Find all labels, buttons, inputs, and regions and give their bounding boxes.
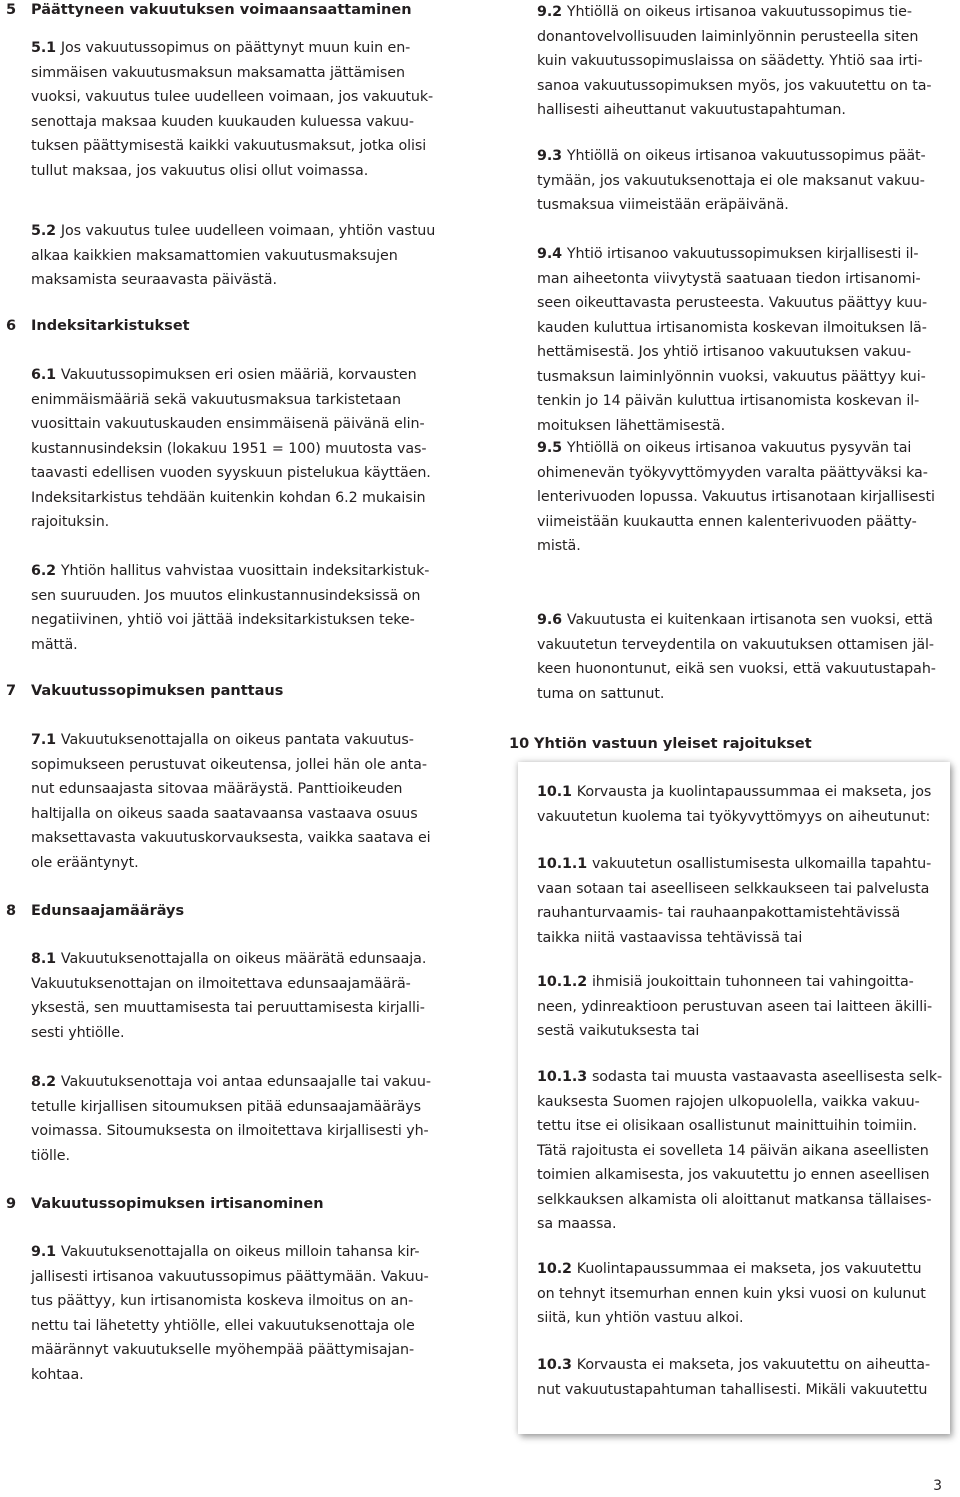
paragraph-line: 7.1 Vakuutuksenottajalla on oikeus pantata vakuutus- (31, 732, 414, 748)
paragraph-number: 10.1.2 (537, 974, 592, 990)
paragraph-7-1 (31, 728, 431, 875)
paragraph-9-5 (537, 436, 935, 559)
paragraph-line: 5.1 Jos vakuutussopimus on päättynyt muun kuin en- (31, 40, 411, 56)
paragraph-line: tuksen päättymisestä kaikki vakuutusmaksut, jotka olisi (31, 138, 427, 154)
paragraph-number: 9.5 (537, 440, 567, 456)
paragraph-line: tullut maksaa, jos vakuutus olisi ollut voimassa. (31, 162, 369, 179)
paragraph-line: haltijalla on oikeus saada saatavaansa vastaava osuus (31, 805, 418, 822)
paragraph-line: seen oikeuttavasta perusteesta. Vakuutus päättyy kuu- (537, 295, 928, 311)
paragraph-line: hettämisestä. Jos yhtiö irtisanoo vakuutuksen vakuu- (537, 344, 912, 360)
paragraph-line: tettu itse ei olisikaan osallistunut mainittuihin toimiin. (537, 1118, 918, 1134)
section-title: Edunsaajamääräys (31, 903, 185, 919)
paragraph-line: hallisesti aiheuttanut vakuutustapahtuman. (537, 102, 846, 118)
paragraph-line: kauden kuluttua irtisanomista koskevan ilmoituksen lä- (537, 319, 927, 336)
paragraph-number: 7.1 (31, 732, 61, 748)
paragraph-10-1-3 (537, 1065, 942, 1237)
paragraph-5-1 (31, 36, 433, 183)
paragraph-line: moituksen lähettämisestä. (537, 417, 726, 434)
paragraph-line: man aiheetonta viivytystä saatuaan tiedon irtisanomi- (537, 270, 921, 287)
paragraph-line: keen huonontunut, eikä sen vuoksi, että vakuutustapah- (537, 661, 936, 677)
paragraph-line: 9.5 Yhtiöllä on oikeus irtisanoa vakuutus pysyvän tai (537, 440, 912, 456)
paragraph-line: alkaa kaikkien maksamattomien vakuutusmaksujen (31, 247, 398, 264)
paragraph-6-2 (31, 559, 429, 657)
paragraph-line: voimassa. Sitoumuksesta on ilmoitettava kirjallisesti yh- (31, 1123, 429, 1139)
paragraph-number: 9.1 (31, 1244, 61, 1260)
paragraph-line: tiölle. (31, 1147, 70, 1164)
paragraph-line: jallisesti irtisanoa vakuutussopimus päättymään. Vakuu- (31, 1268, 429, 1285)
paragraph-number: 9.3 (537, 148, 567, 164)
paragraph-line: 9.4 Yhtiö irtisanoo vakuutussopimuksen kirjallisesti il- (537, 246, 919, 262)
paragraph-line: 10.1 Korvausta ja kuolintapaussummaa ei makseta, jos (537, 784, 932, 800)
paragraph-line: kuin vakuutussopimuslaissa on säädetty. Yhtiö saa irti- (537, 53, 923, 69)
paragraph-line: vakuutetun kuolema tai työkyvyttömyys on aiheutunut: (537, 808, 931, 825)
paragraph-number: 10.3 (537, 1357, 577, 1373)
paragraph-line: tetulle kirjallisen sitoumuksen pitää edunsaajamääräys (31, 1098, 421, 1115)
paragraph-line: senottaja maksaa kuuden kuukauden kuluessa vakuu- (31, 113, 414, 130)
paragraph-number: 9.2 (537, 4, 567, 20)
paragraph-line: Vakuutuksenottajan on ilmoitettava edunsaajamäärä- (31, 975, 411, 992)
paragraph-line: vuosittain vakuutuskauden ensimmäisenä päivänä elin- (31, 416, 425, 432)
paragraph-line: taikka niitä vastaavissa tehtävissä tai (537, 929, 803, 946)
section-number: 9 (6, 1196, 17, 1212)
section-title: Vakuutussopimuksen panttaus (31, 683, 284, 699)
paragraph-line: sestä vaikutuksesta tai (537, 1023, 700, 1039)
paragraph-9-4 (537, 242, 927, 438)
paragraph-line: 5.2 Jos vakuutus tulee uudelleen voimaan, yhtiön vastuu (31, 223, 436, 239)
paragraph-line: negatiivinen, yhtiö voi jättää indeksitarkistuksen teke- (31, 612, 415, 628)
paragraph-line: taavasti edellisen vuoden syyskuun pistelukua käyttäen. (31, 465, 431, 481)
paragraph-line: tus päättyy, kun irtisanomista koskeva ilmoitus on an- (31, 1293, 414, 1309)
section-title: Päättyneen vakuutuksen voimaansaattaminen (31, 2, 412, 18)
paragraph-10-2 (537, 1257, 926, 1331)
paragraph-line: nettu tai lähetetty yhtiölle, ellei vakuutuksenottaja ole (31, 1317, 415, 1334)
paragraph-number: 10.1 (537, 784, 577, 800)
paragraph-line: rajoituksin. (31, 514, 110, 530)
paragraph-line: 9.3 Yhtiöllä on oikeus irtisanoa vakuutussopimus päät- (537, 148, 926, 164)
paragraph-9-3 (537, 144, 926, 218)
paragraph-number: 9.4 (537, 246, 567, 262)
section-title: Indeksitarkistukset (31, 318, 190, 334)
section-number: 6 (6, 318, 17, 334)
paragraph-number: 9.6 (537, 612, 567, 628)
paragraph-line: 6.2 Yhtiön hallitus vahvistaa vuosittain indeksitarkistuk- (31, 563, 430, 579)
paragraph-line: tusmaksua viimeistään eräpäivänä. (537, 197, 789, 213)
paragraph-line: mistä. (537, 538, 581, 554)
paragraph-line: lenterivuoden lopussa. Vakuutus irtisanotaan kirjallisesti (537, 489, 935, 505)
paragraph-line: selkkauksen alkamista oli aloittanut matkansa tällaises- (537, 1191, 932, 1208)
paragraph-10-3 (537, 1353, 930, 1402)
paragraph-line: donantovelvollisuuden laiminlyönnin perusteella siten (537, 28, 919, 45)
paragraph-line: kustannusindeksin (lokakuu 1951 = 100) muutosta vas- (31, 440, 427, 457)
paragraph-line: 10.1.2 ihmisiä joukoittain tuhonneen tai vahingoitta- (537, 974, 914, 990)
paragraph-line: 8.2 Vakuutuksenottaja voi antaa edunsaajalle tai vakuu- (31, 1074, 431, 1090)
paragraph-8-2 (31, 1070, 431, 1168)
paragraph-line: 10.1.3 sodasta tai muusta vastaavasta aseellisesta selk- (537, 1069, 943, 1085)
paragraph-line: vuoksi, vakuutus tulee uudelleen voimaan, jos vakuutuk- (31, 89, 434, 105)
paragraph-line: sopimukseen perustuvat oikeutensa, jollei hän ole anta- (31, 756, 427, 773)
paragraph-line: toimien alkamisesta, jos vakuutettu jo ennen aseellisen (537, 1167, 930, 1183)
paragraph-number: 8.2 (31, 1074, 61, 1090)
paragraph-line: nut vakuutustapahtuman tahallisesti. Mikäli vakuutettu (537, 1381, 928, 1398)
paragraph-line: simmäisen vakuutusmaksun maksamatta jättämisen (31, 64, 405, 81)
paragraph-number: 10.1.1 (537, 856, 592, 872)
paragraph-5-2 (31, 219, 435, 293)
paragraph-10-1-2 (537, 970, 932, 1044)
paragraph-line: mättä. (31, 636, 78, 653)
paragraph-line: vaan sotaan tai aseelliseen selkkaukseen tai palvelusta (537, 880, 930, 897)
paragraph-9-2 (537, 0, 931, 123)
paragraph-10-1-1 (537, 852, 931, 950)
paragraph-8-1 (31, 947, 426, 1045)
paragraph-line: neen, ydinreaktioon perustuvan aseen tai laitteen äkilli- (537, 998, 932, 1015)
paragraph-line: tymään, jos vakuutuksenottaja ei ole maksanut vakuu- (537, 172, 925, 189)
paragraph-line: 10.1.1 vakuutetun osallistumisesta ulkomailla tapahtu- (537, 856, 932, 872)
paragraph-number: 5.2 (31, 223, 61, 239)
paragraph-line: tenkin jo 14 päivän kuluttua irtisanomista koskevan il- (537, 393, 920, 409)
section-title: Vakuutussopimuksen irtisanominen (31, 1196, 324, 1212)
paragraph-number: 10.2 (537, 1261, 577, 1277)
paragraph-line: sesti yhtiölle. (31, 1024, 125, 1041)
paragraph-line: rauhanturvaamis- tai rauhaanpakottamistehtävissä (537, 905, 901, 921)
section-number: 10 (509, 736, 530, 752)
paragraph-line: Indeksitarkistus tehdään kuitenkin kohdan 6.2 mukaisin (31, 489, 426, 506)
paragraph-number: 5.1 (31, 40, 61, 56)
paragraph-line: ohimenevän työkyvyttömyyden varalta päättyväksi ka- (537, 464, 928, 481)
paragraph-line: 9.2 Yhtiöllä on oikeus irtisanoa vakuutussopimus tie- (537, 4, 912, 20)
section-number: 8 (6, 903, 17, 919)
paragraph-line: ole erääntynyt. (31, 854, 139, 871)
paragraph-number: 8.1 (31, 951, 61, 967)
paragraph-line: Tätä rajoitusta ei sovelleta 14 päivän aikana aseellisten (537, 1142, 929, 1159)
paragraph-line: kohtaa. (31, 1366, 84, 1383)
paragraph-line: 6.1 Vakuutussopimuksen eri osien määriä, korvausten (31, 367, 417, 383)
section-number: 5 (6, 2, 17, 18)
paragraph-line: maksettavasta vakuutuskorvauksesta, vaikka saatava ei (31, 830, 431, 846)
paragraph-line: on tehnyt itsemurhan ennen kuin yksi vuosi on kulunut (537, 1285, 926, 1302)
paragraph-line: maksamista seuraavasta päivästä. (31, 272, 277, 288)
section-number: 7 (6, 683, 17, 699)
paragraph-line: kauksesta Suomen rajojen ulkopuolella, vaikka vakuu- (537, 1093, 920, 1110)
paragraph-line: 9.1 Vakuutuksenottajalla on oikeus milloin tahansa kir- (31, 1244, 420, 1260)
paragraph-line: sen suuruuden. Jos muutos elinkustannusindeksissä on (31, 587, 421, 604)
paragraph-line: sa maassa. (537, 1216, 617, 1232)
paragraph-9-1 (31, 1240, 429, 1387)
paragraph-line: enimmäismääriä sekä vakuutusmaksua tarkistetaan (31, 391, 401, 408)
paragraph-line: tuma on sattunut. (537, 685, 665, 702)
paragraph-line: viimeistään kuukautta ennen kalenterivuoden päätty- (537, 513, 917, 530)
paragraph-6-1 (31, 363, 431, 535)
paragraph-10-1 (537, 780, 931, 829)
page-number: 3 (933, 1478, 942, 1494)
paragraph-line: vakuutetun terveydentila on vakuutuksen ottamisen jäl- (537, 636, 934, 653)
paragraph-9-6 (537, 608, 936, 706)
paragraph-line: nut edunsaajasta sitovaa määräystä. Panttioikeuden (31, 781, 403, 797)
paragraph-line: 8.1 Vakuutuksenottajalla on oikeus määrätä edunsaaja. (31, 951, 427, 967)
paragraph-number: 6.1 (31, 367, 61, 383)
paragraph-line: määrännyt vakuutukselle myöhempää päättymisajan- (31, 1342, 415, 1358)
paragraph-line: siitä, kun yhtiön vastuu alkoi. (537, 1310, 744, 1326)
section-title: Yhtiön vastuun yleiset rajoitukset (534, 736, 812, 752)
paragraph-number: 10.1.3 (537, 1069, 592, 1085)
paragraph-number: 6.2 (31, 563, 61, 579)
paragraph-line: yksestä, sen muuttamisesta tai peruuttamisesta kirjalli- (31, 1000, 425, 1016)
paragraph-line: sanoa vakuutussopimuksen myös, jos vakuutettu on ta- (537, 77, 932, 94)
paragraph-line: 10.3 Korvausta ei makseta, jos vakuutettu on aiheutta- (537, 1357, 931, 1373)
paragraph-line: 9.6 Vakuutusta ei kuitenkaan irtisanota sen vuoksi, että (537, 612, 933, 628)
paragraph-line: tusmaksun laiminlyönnin vuoksi, vakuutus päättyy kui- (537, 368, 926, 385)
paragraph-line: 10.2 Kuolintapaussummaa ei makseta, jos vakuutettu (537, 1261, 922, 1277)
